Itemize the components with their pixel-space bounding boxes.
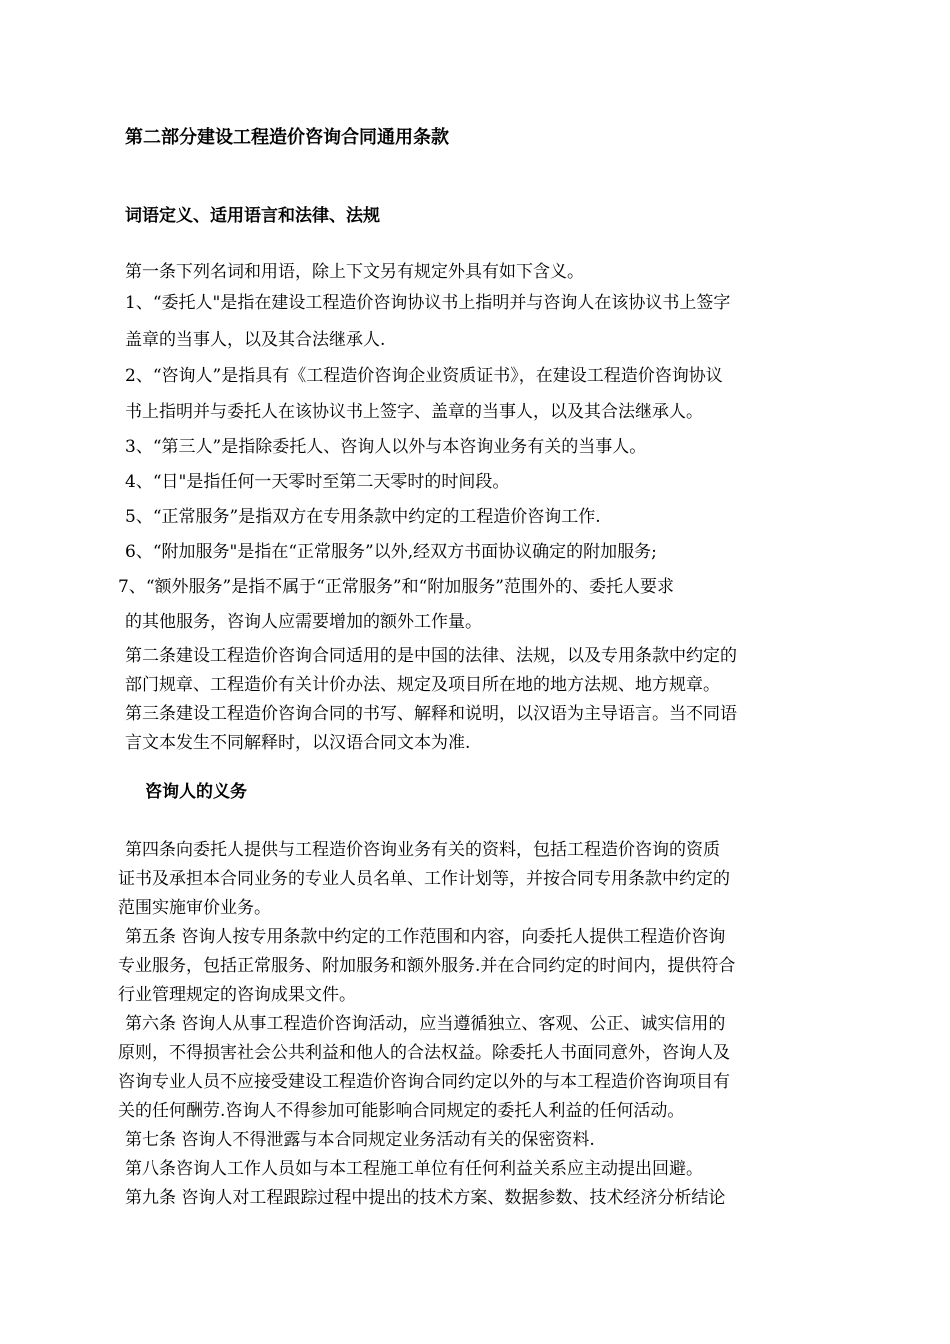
paragraph-line: 行业管理规定的咨询成果文件。 [118, 985, 356, 1005]
paragraph-line: 第四条向委托人提供与工程造价咨询业务有关的资料，包括工程造价咨询的资质 [125, 840, 720, 860]
paragraph-line: 咨询专业人员不应接受建设工程造价咨询合同约定以外的与本工程造价咨询项目有 [118, 1072, 730, 1092]
paragraph-line: 的其他服务，咨询人应需要增加的额外工作量。 [125, 612, 482, 632]
part-title: 第二部分建设工程造价咨询合同通用条款 [125, 127, 449, 148]
paragraph-line: 专业服务，包括正常服务、附加服务和额外服务.并在合同约定的时间内，提供符合 [118, 956, 736, 976]
paragraph-line: 关的任何酬劳.咨询人不得参加可能影响合同规定的委托人利益的任何活动。 [118, 1101, 685, 1121]
paragraph-line: 第二条建设工程造价咨询合同适用的是中国的法律、法规，以及专用条款中约定的 [125, 646, 737, 666]
section-title-consultant-obligations: 咨询人的义务 [145, 782, 247, 802]
paragraph-line: 原则，不得损害社会公共利益和他人的合法权益。除委托人书面同意外，咨询人及 [118, 1043, 730, 1063]
paragraph-line: 盖章的当事人，以及其合法继承人. [125, 330, 386, 350]
paragraph-line: 第六条 咨询人从事工程造价咨询活动，应当遵循独立、客观、公正、诚实信用的 [125, 1014, 726, 1034]
paragraph-line: 第一条下列名词和用语，除上下文另有规定外具有如下含义。 [125, 262, 584, 282]
paragraph-line: 6、“附加服务"是指在“正常服务”以外,经双方书面协议确定的附加服务; [125, 542, 657, 562]
paragraph-line: 第八条咨询人工作人员如与本工程施工单位有任何利益关系应主动提出回避。 [125, 1159, 703, 1179]
paragraph-line: 1、“委托人"是指在建设工程造价咨询协议书上指明并与咨询人在该协议书上签字 [125, 293, 731, 313]
paragraph-line: 第三条建设工程造价咨询合同的书写、解释和说明，以汉语为主导语言。当不同语 [125, 704, 737, 724]
paragraph-line: 部门规章、工程造价有关计价办法、规定及项目所在地的地方法规、地方规章。 [125, 675, 720, 695]
paragraph-line: 书上指明并与委托人在该协议书上签字、盖章的当事人，以及其合法继承人。 [125, 402, 703, 422]
paragraph-line: 证书及承担本合同业务的专业人员名单、工作计划等，并按合同专用条款中约定的 [118, 869, 730, 889]
paragraph-line: 第七条 咨询人不得泄露与本合同规定业务活动有关的保密资料. [125, 1130, 595, 1150]
paragraph-line: 第五条 咨询人按专用条款中约定的工作范围和内容，向委托人提供工程造价咨询 [125, 927, 726, 947]
paragraph-line: 范围实施审价业务。 [118, 898, 271, 918]
paragraph-line: 2、“咨询人”是指具有《工程造价咨询企业资质证书》，在建设工程造价咨询协议 [125, 366, 723, 386]
paragraph-line: 4、“日"是指任何一天零时至第二天零时的时间段。 [125, 472, 510, 492]
paragraph-line: 言文本发生不同解释时，以汉语合同文本为准. [125, 733, 471, 753]
section-title-definitions: 词语定义、适用语言和法律、法规 [125, 206, 380, 226]
paragraph-line: 第九条 咨询人对工程跟踪过程中提出的技术方案、数据参数、技术经济分析结论 [125, 1188, 726, 1208]
paragraph-line: 3、“第三人”是指除委托人、咨询人以外与本咨询业务有关的当事人。 [125, 437, 647, 457]
paragraph-line: 5、“正常服务”是指双方在专用条款中约定的工程造价咨询工作. [125, 507, 601, 527]
paragraph-line: 7、“额外服务”是指不属于“正常服务”和“附加服务”范围外的、委托人要求 [118, 577, 674, 597]
